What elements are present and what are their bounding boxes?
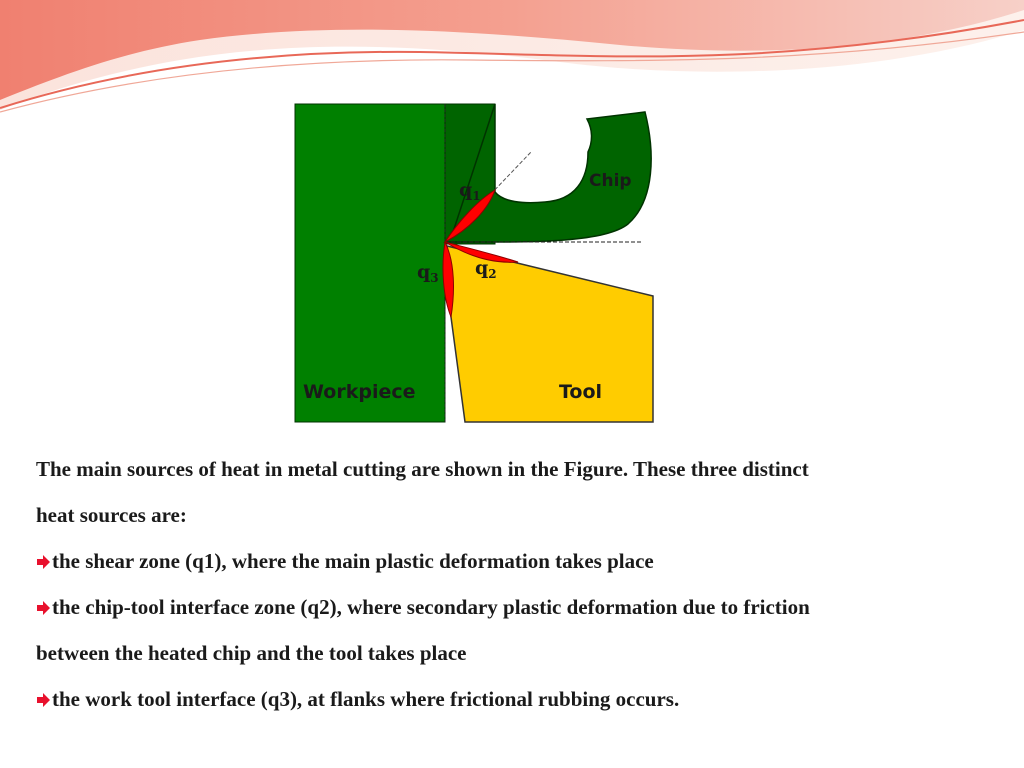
q1-label: $q_1$ [459,179,481,203]
bullet-item-work-tool-interface [36,676,996,722]
arrow-bullet-icon [36,693,50,707]
bullet-item-chip-tool-zone [36,584,996,630]
workpiece-label: Workpiece [303,381,416,403]
bullet-text: the chip-tool interface zone (q2), where secondary plastic deformation due to friction [52,595,810,619]
chip-label: Chip [589,171,632,191]
body-text [36,446,996,722]
intro-line-2: heat sources are: [36,503,187,527]
bullet-text: the shear zone (q1), where the main plastic deformation takes place [52,549,654,573]
bullet-continuation: between the heated chip and the tool takes place [36,641,467,665]
q2-label: $q_2$ [475,257,497,281]
bullet-text: the work tool interface (q3), at flanks where frictional rubbing occurs. [52,687,680,711]
arrow-bullet-icon [36,601,50,615]
arrow-bullet-icon [36,555,50,569]
intro-line-1: The main sources of heat in metal cutting are shown in the Figure. These three distinct [36,457,809,481]
metal-cutting-heat-diagram [283,92,673,442]
tool-label: Tool [559,381,603,403]
bullet-item-shear-zone [36,538,996,584]
q3-label: $q_3$ [417,261,439,285]
